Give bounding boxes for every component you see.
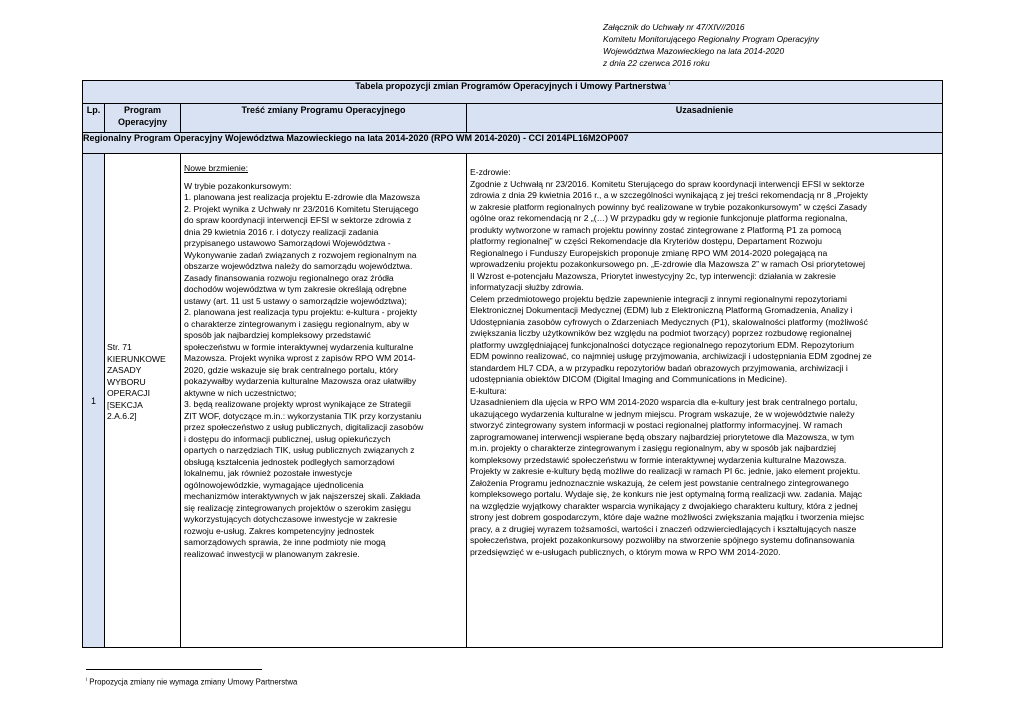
tresc-line: aktywne w nich uczestnictwo; [184,387,297,398]
table-title [83,81,943,104]
tresc-line: ustawy (art. 11 ust 5 ustawy o samorządzie województwa); [184,295,407,306]
row-uzasadnienie [467,154,943,648]
tresc-line: lokalnemu, jak również pozostałe inwestycje [184,468,353,478]
uzasadnienie-line: ukazującego wydarzenia kulturalne w jednym miejscu. Program wskazuje, że w województwie należy [470,408,855,419]
uzasadnienie-line: zdrowia z dnia 29 kwietnia 2016 r., a w szczególności wynikającą z jej treści rekomendacją nr 8 „Projekty [470,190,868,200]
uzasadnienie-line: Zgodnie z Uchwałą nr 23/2016. Komitetu Sterującego do spraw koordynacji interwencji EFSI w sektorze [470,178,865,189]
proposals-table [82,80,943,648]
tresc-line: opartych o narzędziach TIK, usług publicznych związanych z [184,445,415,455]
tresc-line: się realizację zintegrowanych projektów o szerokim zasięgu [184,502,411,513]
program-row [83,133,943,154]
tresc-line: mechanizmów interaktywnych w jak najszerszej skali. Zakłada [184,491,421,501]
uzasadnienie-line: stworzyć zintegrowany system informacji w postaci regionalnej platformy informacyjnej. W ramach [470,420,843,430]
uzasadnienie-line: m.in. projekty o charakterze zintegrowanym i zasięgu regionalnym, aby w sposób jak najbardziej [470,443,836,453]
tresc-line: samorządowych sprawia, że inne podmioty nie mogą [184,537,386,547]
uzasadnienie-line: ogólne oraz rekomendacją nr 2 „(…) W przypadku gdy w regionie funkcjonuje platforma regionalna, [470,213,848,223]
program-name: Regionalny Program Operacyjny Województwa Mazowieckiego na lata 2014-2020 (RPO WM 2014-2020) - CCI 2014PL16M2OP007 [83,133,943,154]
uzasadnienie-line: platformy uwzględniającej funkcjonalności dotyczące regionalnego repozytorium EDM. Repozytorium [470,339,855,350]
table-header-row [83,104,943,133]
tresc-line: 2020, gdzie wskazuje się brak centralnego portalu, który [184,364,399,375]
uzasadnienie-line: EDM powinno realizować, co najmniej usługę przyjmowania, archiwizacji i udostępniania EDM zgodnej ze [470,351,872,361]
tresc-line: do spraw koordynacji interwencji EFSI w sektorze zdrowia z [184,215,412,225]
footnote [86,677,297,687]
uzasadnienie-line: przedsięwzięć w e-usługach publicznych, o którym mowa w RPO WM 2014-2020. [470,546,781,557]
uzasadnienie-line: II Wzrost e-potencjału Mazowsza, Priorytet inwestycyjny 2c, typ interwencji: działania w zakresie [470,270,836,281]
tresc-heading: Nowe brzmienie: [184,163,248,173]
footnote-separator [86,669,262,670]
footnote-text: Propozycja zmiany nie wymaga zmiany Umowy Partnerstwa [89,677,298,687]
tresc-line: i dostępu do informacji publicznej, usług opiekuńczych [184,433,391,444]
tresc-line: wykorzystujących dotychczasowe inwestycje w zakresie [184,514,398,524]
header-note-line: z dnia 22 czerwca 2016 roku [603,58,710,68]
header-tresc: Treść zmiany Programu Operacyjnego [181,104,467,133]
header-uzasadnienie: Uzasadnienie [467,104,943,133]
tresc-line: dnia 29 kwietnia 2016 r. i dotyczy realizacji zadania [184,226,379,237]
row-section [105,154,181,648]
header-note-line: Komitetu Monitorującego Regionalny Program Operacyjny [603,34,819,44]
header-note [603,21,819,69]
table-row [83,154,943,648]
tresc-line: przez społeczeństwo z usług publicznych, digitalizacji zasobów [184,422,424,432]
table-title-footnote-mark: i [668,81,670,87]
tresc-line: pokazywałby wydarzenia kulturalne Mazowsza oraz ułatwiłby [184,376,417,386]
uzasadnienie-line: produkty wytworzone w ramach projektu powinny zostać zintegrowane z Platformą P1 za pomocą [470,224,842,235]
uzasadnienie-line: Uzasadnieniem dla ujęcia w RPO WM 2014-2020 wsparcia dla e-kultury jest brak centralnego portalu, [470,397,858,407]
uzasadnienie-line: wprowadzeniu projektu pozakonkursowego pn. „E-zdrowie dla Mazowsza 2” w ramach Osi priorytetowej [470,259,866,269]
section-line: Str. 71 [107,342,132,352]
uzasadnienie-line: Projekty w zakresie e-kultury będą możliwe do realizacji w ramach PI 6c. jednie, jako element projektu. [470,466,861,476]
section-lines [107,342,178,423]
uzasadnienie-line: zaprogramowanej interwencji wspierane będą obszary najbardziej priorytetowe dla Mazowsza, w tym [470,431,855,442]
tresc-line: Wykonywanie zadań związanych z rozwojem regionalnym na [184,249,417,260]
table-title-text: Tabela propozycji zmian Programów Operacyjnych i Umowy Partnerstwa [355,81,667,91]
uzasadnienie-line: Udostępniania zasobów cyfrowych o Zdarzeniach Medycznych (P1), skalowalności platformy (możliwość [470,316,868,327]
uzasadnienie-line: informatyzacji służby zdrowia. [470,282,584,292]
header-note-line: Załącznik do Uchwały nr 47/XIV//2016 [603,22,745,32]
section-line: ZASADY [107,365,142,375]
row-tresc [181,154,467,648]
footnote-mark: i [86,677,88,683]
tresc-line: Zasady finansowania rozwoju regionalnego oraz źródła [184,272,394,283]
uzasadnienie-line: E-kultura: [470,385,507,396]
tresc-line: realizować inwestycji w planowanym zakresie. [184,548,360,559]
tresc-line: Mazowsza. Projekt wynika wprost z zapisów RPO WM 2014- [184,353,416,363]
uzasadnienie-line: udostępniania obiektów DICOM (Digital Imaging and Communications in Medicine). [470,374,788,384]
tresc-line: sposób jak najbardziej kompleksowy przedstawić [184,330,371,340]
uzasadnienie-line: kompleksowy przedstawić społeczeństwu w formie interaktywnej wydarzenia kulturalne Mazowsza. [470,454,847,465]
uzasadnienie-line: w zakresie platform regionalnych powinny być realizowane w trybie pozakonkursowym” w części Zasady [470,201,867,212]
tresc-line: o charakterze zintegrowanym i zasięgu regionalnym, aby w [184,318,409,329]
tresc-line: 2. Projekt wynika z Uchwały nr 23/2016 Komitetu Sterującego [184,203,419,214]
tresc-line: 3. będą realizowane projekty wprost wynikające ze Strategii [184,399,411,409]
uzasadnienie-line: standardem HL7 CDA, a w przypadku repozytoriów badań obrazowych przyjmowania, archiwizacji i [470,362,848,373]
uzasadnienie-line: społeczeństwa, projekt pozakonkursowy pozwoliłby na stworzenie spójnego systemu dofinansowania [470,535,855,545]
uzasadnienie-line: strony jest dobrem gospodarczym, które daje ważne możliwości zwiększania majątku i tworzenia miejsc [470,512,865,522]
uzasadnienie-line: zwiększania liczby użytkowników bez względu na podmiot tworzący) poprzez rozbudowę regionalnej [470,328,852,338]
tresc-line: obsługą kształcenia jednostek podległych samorządowi [184,456,395,467]
section-line: WYBORU [107,376,146,387]
section-line: OPERACJI [107,388,150,398]
section-line: [SEKCJA [107,399,143,410]
row-lp: 1 [83,154,105,648]
tresc-line: rozwoju e-usług. Zakres kompetencyjny jednostek [184,525,375,536]
uzasadnienie-line: platformy regionalnej” w części Rekomendacje dla Kryteriów dostępu, Departament Rozwoju [470,236,823,246]
tresc-line: ogólnowojewódzkie, wymagające ujednolicenia [184,479,364,490]
section-line: KIERUNKOWE [107,353,166,364]
uzasadnienie-line: kompleksowego portalu. Wydaje się, że konkurs nie jest optymalną formą realizacji ww. zadania. Mając [470,489,863,499]
uzasadnienie-line: Założenia Programu jednoznacznie wskazują, że celem jest powstanie centralnego zintegrowanego [470,477,849,488]
tresc-line: obszarze województwa należy do samorządu województwa. [184,261,413,271]
uzasadnienie-line: E-zdrowie: [470,167,511,177]
tresc-line: społeczeństwu w formie interaktywnej wydarzenia kulturalne [184,341,414,352]
uzasadnienie-line: pracy, a z drugiej wyrazem tożsamości, wartości i znaczeń odzwierciedlających i kształtujących nasze [470,523,857,534]
section-line: 2.A.6.2] [107,411,137,421]
tresc-line: dochodów województwa w tym zakresie określają odrębne [184,284,407,294]
header-program: Program Operacyjny [105,104,181,133]
tresc-line: 1. planowana jest realizacja projektu E-zdrowie dla Mazowsza [184,192,420,202]
uzasadnienie-line: na względzie wyjątkowy charakter wsparcia wynikający z dwojakiego charakteru kultury, która z jednej [470,500,858,511]
uzasadnienie-line: Celem przedmiotowego projektu będzie zapewnienie integracji z innymi regionalnymi repozytoriami [470,293,847,304]
uzasadnienie-line: Regionalnego i Funduszy Europejskich proponuje zmianę RPO WM 2014-2020 polegającą na [470,247,828,258]
uzasadnienie-line: Elektronicznej Dokumentacji Medycznej (EDM) lub z Elektroniczną Platformą Gromadzenia, Analizy i [470,305,853,315]
table-title-row [83,81,943,104]
tresc-line: ZIT WOF, dotyczące m.in.: wykorzystania TIK przy korzystaniu [184,410,422,421]
tresc-lines [184,181,463,561]
header-note-line: Województwa Mazowieckiego na lata 2014-2020 [603,46,785,56]
tresc-line: W trybie pozakonkursowym: [184,180,292,191]
tresc-line: 2. planowana jest realizacja typu projektu: e-kultura - projekty [184,307,418,317]
uzasadnienie-lines [470,167,939,558]
tresc-line: przypisanego ustawowo Samorządowi Województwa - [184,238,391,248]
header-lp: Lp. [83,104,105,133]
